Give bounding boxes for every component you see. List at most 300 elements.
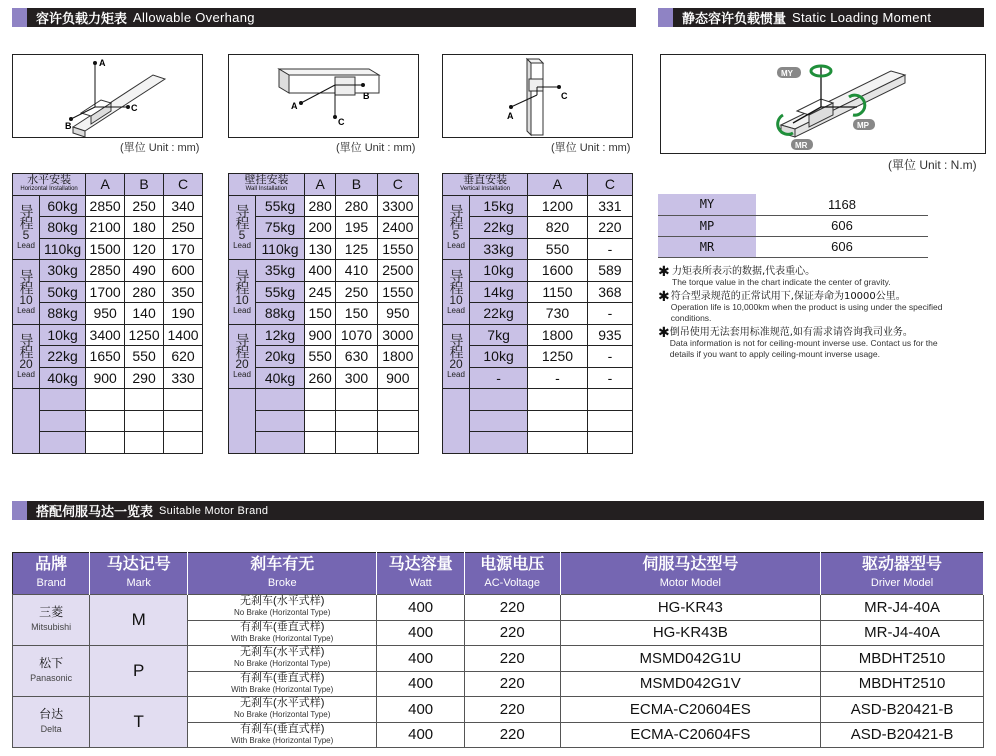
load-value: 280 xyxy=(336,195,377,217)
load-value: 400 xyxy=(304,260,335,282)
load-row xyxy=(13,324,203,346)
driver-model-cell: MR-J4-40A xyxy=(821,595,984,621)
load-weight: 20kg xyxy=(256,346,305,368)
load-weight: 110kg xyxy=(40,238,86,260)
load-value: 550 xyxy=(125,346,164,368)
empty-cell xyxy=(125,410,164,432)
moment-row xyxy=(658,236,928,257)
load-value: 950 xyxy=(86,303,125,325)
load-row xyxy=(13,281,203,303)
empty-cell xyxy=(336,389,377,411)
motor-column-header: 刹车有无 Broke xyxy=(188,553,377,595)
label-c: C xyxy=(338,117,345,127)
lead-cell: 导程 5 Lead xyxy=(13,195,40,260)
mark-cell: T xyxy=(90,697,188,748)
motor-row xyxy=(13,697,984,723)
load-value: - xyxy=(587,367,632,389)
load-row xyxy=(229,217,419,239)
motor-header xyxy=(12,501,984,520)
brake-cell: 无刹车(水平式样) No Brake (Horizontal Type) xyxy=(188,646,377,672)
voltage-cell: 220 xyxy=(464,646,560,672)
empty-row xyxy=(443,389,633,411)
note-en: The torque value in the chart indicate the center of gravity. xyxy=(672,277,891,287)
motor-column-header: 驱动器型号 Driver Model xyxy=(821,553,984,595)
load-value: 730 xyxy=(528,303,588,325)
moment-value: 1168 xyxy=(756,194,928,215)
load-value: 900 xyxy=(377,367,418,389)
load-value: 935 xyxy=(587,324,632,346)
watt-cell: 400 xyxy=(377,671,465,697)
watt-cell: 400 xyxy=(377,620,465,646)
mark-cell: P xyxy=(90,646,188,697)
load-value: 1600 xyxy=(528,260,588,282)
asterisk-icon: ✱ xyxy=(658,289,670,305)
label-b: B xyxy=(363,91,370,101)
label-mp: MP xyxy=(857,121,869,130)
empty-cell xyxy=(256,389,305,411)
load-value: 150 xyxy=(304,303,335,325)
wall-diagram xyxy=(228,54,419,138)
load-value: 368 xyxy=(587,281,632,303)
load-value: 950 xyxy=(377,303,418,325)
load-row xyxy=(229,367,419,389)
empty-cell xyxy=(528,389,588,411)
brake-cell: 有刹车(垂直式样) With Brake (Horizontal Type) xyxy=(188,671,377,697)
empty-cell xyxy=(587,432,632,454)
load-value: 150 xyxy=(336,303,377,325)
load-row xyxy=(443,195,633,217)
load-weight: 22kg xyxy=(40,346,86,368)
brake-cell: 有刹车(垂直式样) With Brake (Horizontal Type) xyxy=(188,620,377,646)
load-weight: 35kg xyxy=(256,260,305,282)
load-value: 1150 xyxy=(528,281,588,303)
empty-cell xyxy=(40,432,86,454)
load-weight: 30kg xyxy=(40,260,86,282)
load-value: 290 xyxy=(125,367,164,389)
load-value: 250 xyxy=(125,195,164,217)
load-value: 1250 xyxy=(125,324,164,346)
vertical-diagram xyxy=(442,54,633,138)
load-value: 200 xyxy=(304,217,335,239)
load-value: 1200 xyxy=(528,195,588,217)
note-en: Operation life is 10,000km when the product is using under the specified conditions. xyxy=(670,302,943,323)
overhang-header xyxy=(12,8,636,27)
load-value: 490 xyxy=(125,260,164,282)
load-value: 350 xyxy=(164,281,203,303)
motor-column-header: 马达容量 Watt xyxy=(377,553,465,595)
empty-cell xyxy=(587,389,632,411)
note-en: Data information is not for ceiling-mount inverse use. Contact us for the details if you want to apply ceiling-mount inverse usage. xyxy=(669,338,938,359)
empty-row xyxy=(229,410,419,432)
load-row xyxy=(13,260,203,282)
voltage-cell: 220 xyxy=(464,697,560,723)
brand-cell: 台达 Delta xyxy=(13,697,90,748)
label-my: MY xyxy=(781,69,793,78)
load-value: 220 xyxy=(587,217,632,239)
header-accent xyxy=(12,501,27,520)
load-table-header xyxy=(229,174,419,196)
column-header: C xyxy=(377,174,418,196)
load-value: 125 xyxy=(336,238,377,260)
empty-cell xyxy=(377,389,418,411)
load-value: 1500 xyxy=(86,238,125,260)
load-row xyxy=(443,303,633,325)
load-table-header xyxy=(443,174,633,196)
empty-row xyxy=(443,432,633,454)
mark-cell: M xyxy=(90,595,188,646)
load-value: 1550 xyxy=(377,281,418,303)
moment-value: 606 xyxy=(756,236,928,257)
label-mr: MR xyxy=(795,141,808,150)
load-row xyxy=(229,260,419,282)
driver-model-cell: MBDHT2510 xyxy=(821,671,984,697)
motor-column-header: 伺服马达型号 Motor Model xyxy=(560,553,821,595)
overhang-title-en: Allowable Overhang xyxy=(133,10,255,25)
static-title-zh: 静态容许负载惯量 xyxy=(682,12,787,27)
load-value: 3400 xyxy=(86,324,125,346)
note-item xyxy=(658,327,958,360)
load-value: 280 xyxy=(304,195,335,217)
static-moment-table xyxy=(658,194,928,258)
load-weight: 60kg xyxy=(40,195,86,217)
load-value: 1250 xyxy=(528,346,588,368)
load-table-grid xyxy=(12,173,203,454)
note-item xyxy=(658,291,958,324)
load-value: 1650 xyxy=(86,346,125,368)
load-value: 2400 xyxy=(377,217,418,239)
load-value: 1800 xyxy=(377,346,418,368)
brake-cell: 无刹车(水平式样) No Brake (Horizontal Type) xyxy=(188,697,377,723)
moment-key: MP xyxy=(658,215,756,236)
empty-cell xyxy=(336,432,377,454)
note-zh: 倒吊使用无法套用标准规范,如有需求请咨询我司业务。 xyxy=(669,327,913,338)
load-row xyxy=(443,260,633,282)
motor-brand-table xyxy=(12,552,984,748)
load-value: 600 xyxy=(164,260,203,282)
load-value: - xyxy=(587,303,632,325)
load-table-grid xyxy=(442,173,633,454)
lead-cell: 导程 10 Lead xyxy=(229,260,256,325)
load-table-grid xyxy=(228,173,419,454)
load-weight: 22kg xyxy=(470,303,528,325)
note-item xyxy=(658,266,958,288)
load-weight: 55kg xyxy=(256,281,305,303)
load-value: 340 xyxy=(164,195,203,217)
load-value: 280 xyxy=(125,281,164,303)
load-value: 900 xyxy=(86,367,125,389)
empty-cell xyxy=(528,410,588,432)
voltage-cell: 220 xyxy=(464,595,560,621)
load-value: 820 xyxy=(528,217,588,239)
static-header xyxy=(658,8,984,27)
empty-cell xyxy=(587,410,632,432)
load-row xyxy=(13,346,203,368)
lead-cell: 导程 5 Lead xyxy=(443,195,470,260)
load-row xyxy=(229,238,419,260)
load-weight: 22kg xyxy=(470,217,528,239)
column-header: B xyxy=(125,174,164,196)
moment-value: 606 xyxy=(756,215,928,236)
load-weight: 110kg xyxy=(256,238,305,260)
empty-cell xyxy=(470,410,528,432)
load-row xyxy=(13,238,203,260)
load-weight: 14kg xyxy=(470,281,528,303)
load-value: 250 xyxy=(164,217,203,239)
installation-header: 垂直安装 Vertical Installation xyxy=(443,174,528,196)
horizontal-rail-illustration xyxy=(13,55,202,137)
load-weight: 10kg xyxy=(470,346,528,368)
load-row xyxy=(13,217,203,239)
empty-cell xyxy=(164,410,203,432)
column-header: B xyxy=(336,174,377,196)
load-row xyxy=(443,346,633,368)
voltage-cell: 220 xyxy=(464,671,560,697)
label-c: C xyxy=(131,103,138,113)
load-value: 2500 xyxy=(377,260,418,282)
load-value: 2850 xyxy=(86,195,125,217)
horizontal-diagram xyxy=(12,54,203,138)
load-weight: 55kg xyxy=(256,195,305,217)
load-value: 140 xyxy=(125,303,164,325)
load-weight: 7kg xyxy=(470,324,528,346)
load-value: 330 xyxy=(164,367,203,389)
load-value: - xyxy=(587,238,632,260)
empty-row xyxy=(13,410,203,432)
watt-cell: 400 xyxy=(377,646,465,672)
empty-cell xyxy=(86,432,125,454)
load-row xyxy=(13,367,203,389)
label-a: A xyxy=(507,111,514,121)
moment-key: MR xyxy=(658,236,756,257)
watt-cell: 400 xyxy=(377,697,465,723)
installation-header: 水平安装 Horizontal Installation xyxy=(13,174,86,196)
overhang-title-zh: 容许负载力矩表 xyxy=(36,12,128,27)
empty-cell xyxy=(336,410,377,432)
load-weight: 80kg xyxy=(40,217,86,239)
column-header: A xyxy=(304,174,335,196)
note-zh: 符合型录规范的正常试用下,保证寿命为10000公里。 xyxy=(670,291,906,302)
empty-cell xyxy=(40,389,86,411)
load-row xyxy=(229,195,419,217)
brake-cell: 有刹车(垂直式样) With Brake (Horizontal Type) xyxy=(188,722,377,748)
load-value: 550 xyxy=(528,238,588,260)
motor-row xyxy=(13,646,984,672)
motor-column-header: 电源电压 AC-Voltage xyxy=(464,553,560,595)
motor-title-en: Suitable Motor Brand xyxy=(159,504,269,517)
load-value: - xyxy=(587,346,632,368)
moment-row xyxy=(658,194,928,215)
lead-cell: 导程 20 Lead xyxy=(229,324,256,389)
load-value: 3000 xyxy=(377,324,418,346)
motor-model-cell: HG-KR43 xyxy=(560,595,821,621)
load-value: 410 xyxy=(336,260,377,282)
empty-row xyxy=(13,432,203,454)
column-header: C xyxy=(164,174,203,196)
load-value: 1070 xyxy=(336,324,377,346)
unit-mm-2: (單位 Unit : mm) xyxy=(336,142,416,154)
load-weight: 50kg xyxy=(40,281,86,303)
empty-row xyxy=(229,389,419,411)
load-value: 331 xyxy=(587,195,632,217)
load-value: 900 xyxy=(304,324,335,346)
empty-cell xyxy=(40,410,86,432)
static-moment-diagram xyxy=(660,54,986,154)
asterisk-icon: ✱ xyxy=(658,264,670,280)
load-value: 250 xyxy=(336,281,377,303)
empty-cell xyxy=(164,389,203,411)
load-value: 130 xyxy=(304,238,335,260)
empty-row xyxy=(229,432,419,454)
column-header: C xyxy=(587,174,632,196)
load-weight: 40kg xyxy=(256,367,305,389)
label-c: C xyxy=(561,91,568,101)
lead-cell: 导程 10 Lead xyxy=(443,260,470,325)
load-weight: 40kg xyxy=(40,367,86,389)
empty-cell xyxy=(86,389,125,411)
load-value: 620 xyxy=(164,346,203,368)
driver-model-cell: ASD-B20421-B xyxy=(821,722,984,748)
load-value: 260 xyxy=(304,367,335,389)
driver-model-cell: MBDHT2510 xyxy=(821,646,984,672)
empty-lead-cell xyxy=(443,389,470,454)
empty-lead-cell xyxy=(13,389,40,454)
motor-model-cell: ECMA-C20604ES xyxy=(560,697,821,723)
load-value: 300 xyxy=(336,367,377,389)
vertical-rail-illustration xyxy=(443,55,632,137)
load-value: 3300 xyxy=(377,195,418,217)
asterisk-icon: ✱ xyxy=(658,325,670,341)
motor-model-cell: HG-KR43B xyxy=(560,620,821,646)
driver-model-cell: MR-J4-40A xyxy=(821,620,984,646)
empty-cell xyxy=(470,389,528,411)
load-row xyxy=(13,195,203,217)
lead-cell: 导程 20 Lead xyxy=(13,324,40,389)
label-a: A xyxy=(99,58,106,68)
watt-cell: 400 xyxy=(377,595,465,621)
motor-column-header: 品牌 Brand xyxy=(13,553,90,595)
load-row xyxy=(229,346,419,368)
motor-model-cell: MSMD042G1U xyxy=(560,646,821,672)
load-value: 190 xyxy=(164,303,203,325)
empty-cell xyxy=(304,410,335,432)
load-row xyxy=(229,303,419,325)
empty-cell xyxy=(377,410,418,432)
load-weight: 88kg xyxy=(40,303,86,325)
empty-cell xyxy=(304,389,335,411)
empty-cell xyxy=(125,389,164,411)
load-value: 195 xyxy=(336,217,377,239)
brand-cell: 三菱 Mitsubishi xyxy=(13,595,90,646)
load-weight: 10kg xyxy=(40,324,86,346)
label-a: A xyxy=(291,101,298,111)
voltage-cell: 220 xyxy=(464,620,560,646)
voltage-cell: 220 xyxy=(464,722,560,748)
load-weight: 15kg xyxy=(470,195,528,217)
header-accent xyxy=(658,8,673,27)
column-header: A xyxy=(86,174,125,196)
empty-cell xyxy=(377,432,418,454)
load-value: 630 xyxy=(336,346,377,368)
lead-cell: 导程 10 Lead xyxy=(13,260,40,325)
load-row xyxy=(229,281,419,303)
load-value: 1550 xyxy=(377,238,418,260)
load-value: 589 xyxy=(587,260,632,282)
load-weight: 88kg xyxy=(256,303,305,325)
load-weight: 12kg xyxy=(256,324,305,346)
motor-row xyxy=(13,595,984,621)
load-row xyxy=(443,281,633,303)
empty-lead-cell xyxy=(229,389,256,454)
load-value: 2100 xyxy=(86,217,125,239)
load-weight: - xyxy=(470,367,528,389)
load-value: 550 xyxy=(304,346,335,368)
empty-cell xyxy=(304,432,335,454)
installation-header: 壁挂安装 Wall Installation xyxy=(229,174,305,196)
moment-rail-illustration xyxy=(661,55,985,153)
load-value: 180 xyxy=(125,217,164,239)
load-row xyxy=(229,324,419,346)
load-table-header xyxy=(13,174,203,196)
note-zh: 力矩表所表示的数据,代表重心。 xyxy=(672,266,816,277)
lead-cell: 导程 20 Lead xyxy=(443,324,470,389)
empty-cell xyxy=(125,432,164,454)
brand-cell: 松下 Panasonic xyxy=(13,646,90,697)
driver-model-cell: ASD-B20421-B xyxy=(821,697,984,723)
motor-model-cell: MSMD042G1V xyxy=(560,671,821,697)
brake-cell: 无刹车(水平式样) No Brake (Horizontal Type) xyxy=(188,595,377,621)
notes xyxy=(658,266,958,363)
watt-cell: 400 xyxy=(377,722,465,748)
empty-cell xyxy=(256,410,305,432)
load-value: 170 xyxy=(164,238,203,260)
empty-cell xyxy=(528,432,588,454)
static-title-en: Static Loading Moment xyxy=(792,10,932,25)
load-row xyxy=(443,238,633,260)
empty-cell xyxy=(86,410,125,432)
load-row xyxy=(13,303,203,325)
empty-row xyxy=(443,410,633,432)
load-value: 1700 xyxy=(86,281,125,303)
load-weight: 10kg xyxy=(470,260,528,282)
moment-row xyxy=(658,215,928,236)
load-value: 120 xyxy=(125,238,164,260)
motor-column-header: 马达记号 Mark xyxy=(90,553,188,595)
header-accent xyxy=(12,8,27,27)
load-row xyxy=(443,217,633,239)
empty-cell xyxy=(164,432,203,454)
empty-row xyxy=(13,389,203,411)
empty-cell xyxy=(470,432,528,454)
unit-nm: (單位 Unit : N.m) xyxy=(888,158,977,172)
load-value: - xyxy=(528,367,588,389)
load-row xyxy=(443,367,633,389)
load-value: 1400 xyxy=(164,324,203,346)
load-row xyxy=(443,324,633,346)
load-value: 1800 xyxy=(528,324,588,346)
moment-key: MY xyxy=(658,194,756,215)
load-value: 245 xyxy=(304,281,335,303)
label-b: B xyxy=(65,121,72,131)
wall-rail-illustration xyxy=(229,55,418,137)
empty-cell xyxy=(256,432,305,454)
column-header: A xyxy=(528,174,588,196)
motor-title-zh: 搭配伺服马达一览表 xyxy=(36,505,154,520)
motor-model-cell: ECMA-C20604FS xyxy=(560,722,821,748)
unit-mm-1: (單位 Unit : mm) xyxy=(120,142,200,154)
load-weight: 33kg xyxy=(470,238,528,260)
load-weight: 75kg xyxy=(256,217,305,239)
unit-mm-3: (單位 Unit : mm) xyxy=(551,142,631,154)
